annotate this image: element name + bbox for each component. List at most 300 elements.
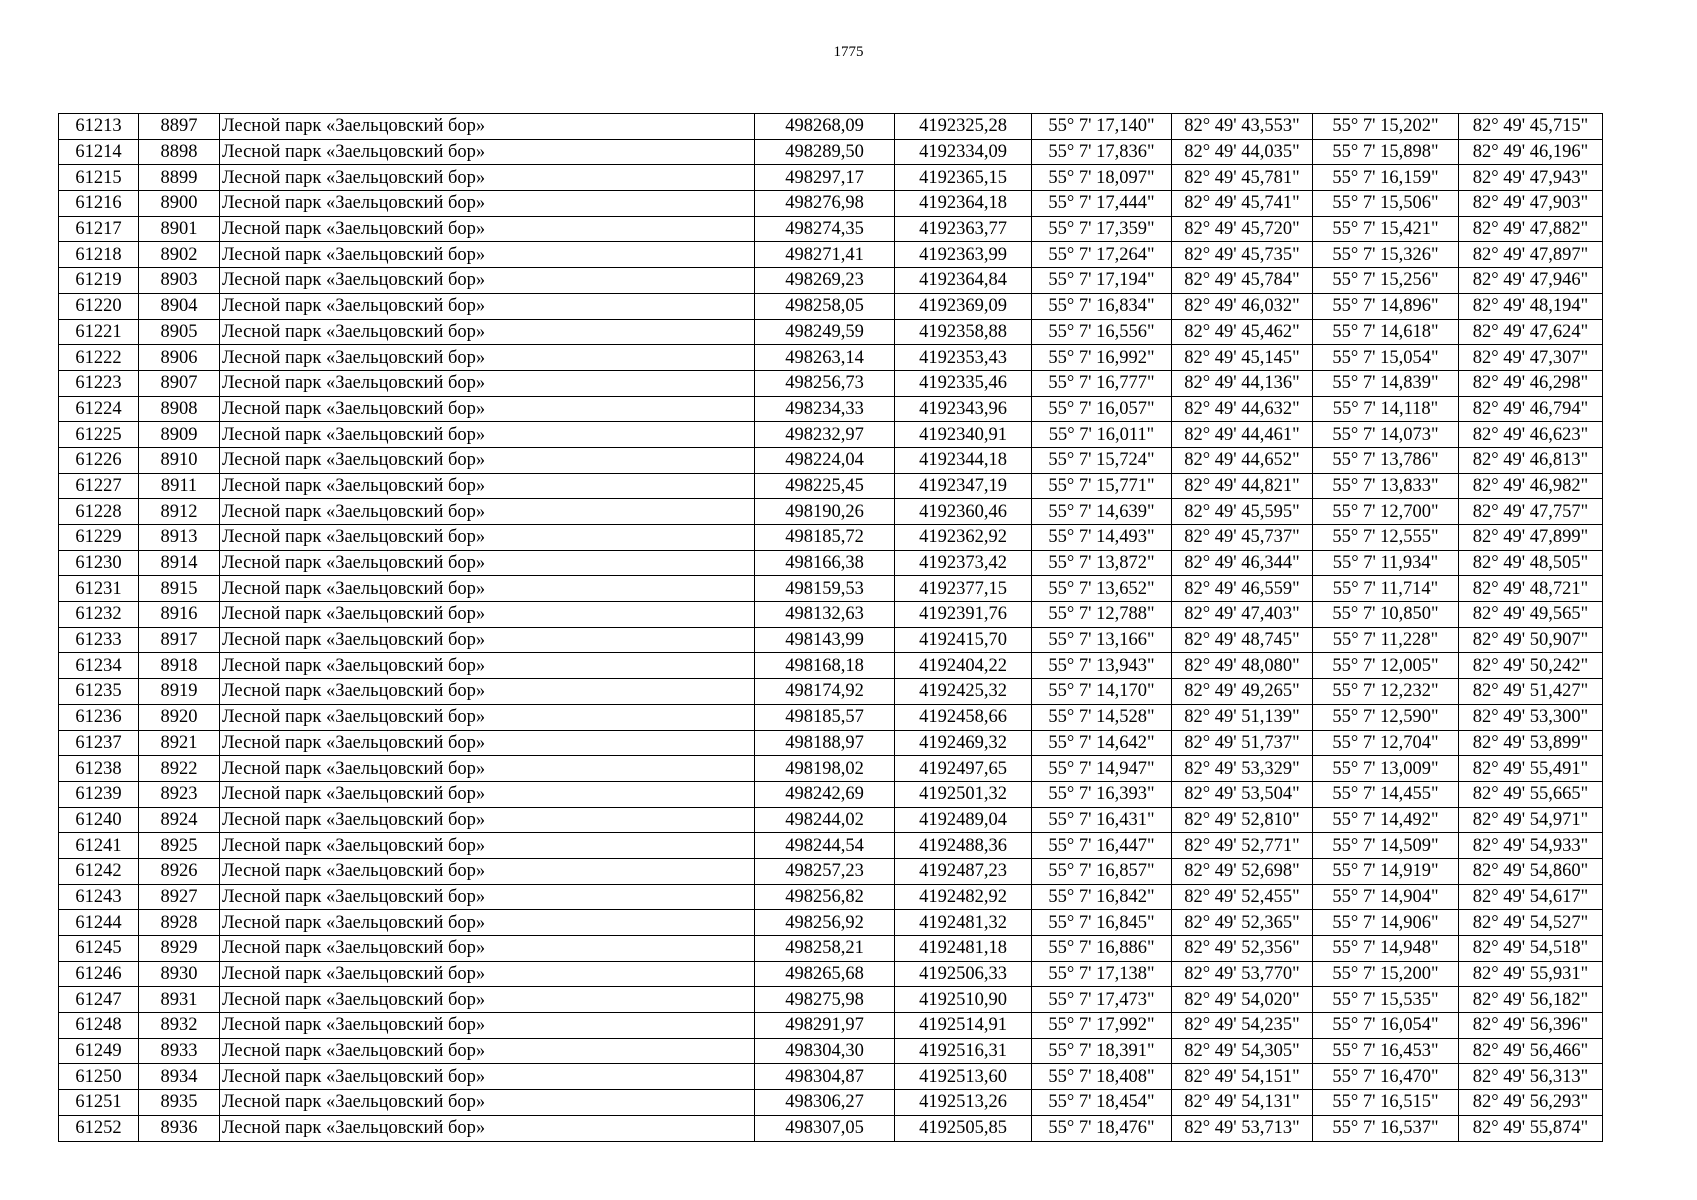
cell-x-coordinate: 498249,59 <box>755 319 895 345</box>
cell-lat-1: 55° 7' 16,057" <box>1032 396 1172 422</box>
cell-lat-2: 55° 7' 11,934" <box>1313 550 1459 576</box>
cell-name: Лесной парк «Заельцовский бор» <box>220 422 755 448</box>
cell-x-coordinate: 498256,73 <box>755 370 895 396</box>
cell-name: Лесной парк «Заельцовский бор» <box>220 499 755 525</box>
cell-name: Лесной парк «Заельцовский бор» <box>220 139 755 165</box>
cell-x-coordinate: 498174,92 <box>755 679 895 705</box>
cell-y-coordinate: 4192343,96 <box>895 396 1032 422</box>
cell-lon-2: 82° 49' 56,293" <box>1459 1090 1603 1116</box>
cell-lon-1: 82° 49' 53,329" <box>1172 756 1313 782</box>
cell-name: Лесной парк «Заельцовский бор» <box>220 858 755 884</box>
cell-lat-1: 55° 7' 16,842" <box>1032 884 1172 910</box>
cell-point-id: 61225 <box>59 422 139 448</box>
cell-lat-2: 55° 7' 12,704" <box>1313 730 1459 756</box>
cell-y-coordinate: 4192510,90 <box>895 987 1032 1013</box>
cell-y-coordinate: 4192425,32 <box>895 679 1032 705</box>
table-row <box>59 499 1603 525</box>
cell-x-coordinate: 498256,82 <box>755 884 895 910</box>
cell-lat-2: 55° 7' 14,118" <box>1313 396 1459 422</box>
cell-lon-2: 82° 49' 51,427" <box>1459 679 1603 705</box>
table-row <box>59 345 1603 371</box>
table-row <box>59 627 1603 653</box>
table-row <box>59 961 1603 987</box>
cell-boundary-point: 8922 <box>139 756 220 782</box>
cell-lon-1: 82° 49' 52,455" <box>1172 884 1313 910</box>
cell-name: Лесной парк «Заельцовский бор» <box>220 807 755 833</box>
cell-name: Лесной парк «Заельцовский бор» <box>220 473 755 499</box>
cell-point-id: 61233 <box>59 627 139 653</box>
cell-boundary-point: 8931 <box>139 987 220 1013</box>
table-row <box>59 216 1603 242</box>
cell-point-id: 61223 <box>59 370 139 396</box>
cell-x-coordinate: 498185,72 <box>755 525 895 551</box>
table-body <box>59 114 1603 1142</box>
cell-lon-1: 82° 49' 53,504" <box>1172 781 1313 807</box>
cell-lon-2: 82° 49' 47,903" <box>1459 191 1603 217</box>
cell-boundary-point: 8909 <box>139 422 220 448</box>
cell-lat-1: 55° 7' 14,170" <box>1032 679 1172 705</box>
cell-point-id: 61238 <box>59 756 139 782</box>
cell-y-coordinate: 4192516,31 <box>895 1038 1032 1064</box>
cell-lat-1: 55° 7' 17,473" <box>1032 987 1172 1013</box>
cell-lat-2: 55° 7' 12,232" <box>1313 679 1459 705</box>
cell-point-id: 61251 <box>59 1090 139 1116</box>
cell-lon-1: 82° 49' 52,698" <box>1172 858 1313 884</box>
cell-y-coordinate: 4192513,26 <box>895 1090 1032 1116</box>
cell-name: Лесной парк «Заельцовский бор» <box>220 114 755 140</box>
cell-point-id: 61232 <box>59 602 139 628</box>
cell-point-id: 61241 <box>59 833 139 859</box>
cell-boundary-point: 8929 <box>139 936 220 962</box>
cell-lon-2: 82° 49' 55,874" <box>1459 1115 1603 1141</box>
cell-lon-1: 82° 49' 51,139" <box>1172 704 1313 730</box>
table-row <box>59 1115 1603 1141</box>
cell-lon-2: 82° 49' 54,933" <box>1459 833 1603 859</box>
cell-lat-1: 55° 7' 18,454" <box>1032 1090 1172 1116</box>
cell-x-coordinate: 498198,02 <box>755 756 895 782</box>
cell-y-coordinate: 4192347,19 <box>895 473 1032 499</box>
cell-x-coordinate: 498263,14 <box>755 345 895 371</box>
cell-name: Лесной парк «Заельцовский бор» <box>220 987 755 1013</box>
cell-lon-2: 82° 49' 46,794" <box>1459 396 1603 422</box>
cell-boundary-point: 8917 <box>139 627 220 653</box>
table-row <box>59 1013 1603 1039</box>
cell-boundary-point: 8905 <box>139 319 220 345</box>
cell-y-coordinate: 4192404,22 <box>895 653 1032 679</box>
cell-lon-2: 82° 49' 46,982" <box>1459 473 1603 499</box>
table-row <box>59 550 1603 576</box>
cell-y-coordinate: 4192360,46 <box>895 499 1032 525</box>
cell-name: Лесной парк «Заельцовский бор» <box>220 576 755 602</box>
cell-lat-2: 55° 7' 12,555" <box>1313 525 1459 551</box>
cell-x-coordinate: 498232,97 <box>755 422 895 448</box>
cell-point-id: 61213 <box>59 114 139 140</box>
cell-lon-2: 82° 49' 50,242" <box>1459 653 1603 679</box>
cell-lat-1: 55° 7' 17,359" <box>1032 216 1172 242</box>
cell-lon-2: 82° 49' 47,899" <box>1459 525 1603 551</box>
cell-boundary-point: 8933 <box>139 1038 220 1064</box>
cell-lon-1: 82° 49' 44,136" <box>1172 370 1313 396</box>
cell-y-coordinate: 4192363,99 <box>895 242 1032 268</box>
cell-x-coordinate: 498291,97 <box>755 1013 895 1039</box>
cell-lat-1: 55° 7' 14,947" <box>1032 756 1172 782</box>
cell-lon-1: 82° 49' 54,305" <box>1172 1038 1313 1064</box>
cell-lat-2: 55° 7' 12,590" <box>1313 704 1459 730</box>
cell-lon-1: 82° 49' 47,403" <box>1172 602 1313 628</box>
cell-lon-1: 82° 49' 54,131" <box>1172 1090 1313 1116</box>
cell-lat-1: 55° 7' 17,264" <box>1032 242 1172 268</box>
table-row <box>59 884 1603 910</box>
cell-lon-2: 82° 49' 53,300" <box>1459 704 1603 730</box>
cell-y-coordinate: 4192482,92 <box>895 884 1032 910</box>
cell-lat-1: 55° 7' 18,097" <box>1032 165 1172 191</box>
table-row <box>59 422 1603 448</box>
cell-y-coordinate: 4192377,15 <box>895 576 1032 602</box>
cell-name: Лесной парк «Заельцовский бор» <box>220 679 755 705</box>
table-row <box>59 396 1603 422</box>
cell-name: Лесной парк «Заельцовский бор» <box>220 396 755 422</box>
cell-lat-2: 55° 7' 14,073" <box>1313 422 1459 448</box>
cell-lon-2: 82° 49' 47,307" <box>1459 345 1603 371</box>
cell-name: Лесной парк «Заельцовский бор» <box>220 319 755 345</box>
cell-boundary-point: 8899 <box>139 165 220 191</box>
cell-point-id: 61242 <box>59 858 139 884</box>
cell-x-coordinate: 498256,92 <box>755 910 895 936</box>
cell-boundary-point: 8927 <box>139 884 220 910</box>
table-row <box>59 525 1603 551</box>
cell-name: Лесной парк «Заельцовский бор» <box>220 884 755 910</box>
cell-lon-1: 82° 49' 54,151" <box>1172 1064 1313 1090</box>
cell-x-coordinate: 498244,02 <box>755 807 895 833</box>
cell-boundary-point: 8926 <box>139 858 220 884</box>
cell-lat-1: 55° 7' 16,011" <box>1032 422 1172 448</box>
table-row <box>59 910 1603 936</box>
cell-boundary-point: 8920 <box>139 704 220 730</box>
cell-x-coordinate: 498275,98 <box>755 987 895 1013</box>
cell-lat-2: 55° 7' 15,506" <box>1313 191 1459 217</box>
table-row <box>59 370 1603 396</box>
cell-point-id: 61221 <box>59 319 139 345</box>
cell-name: Лесной парк «Заельцовский бор» <box>220 1090 755 1116</box>
cell-name: Лесной парк «Заельцовский бор» <box>220 653 755 679</box>
cell-x-coordinate: 498190,26 <box>755 499 895 525</box>
cell-lon-1: 82° 49' 45,741" <box>1172 191 1313 217</box>
table-row <box>59 473 1603 499</box>
cell-point-id: 61227 <box>59 473 139 499</box>
cell-lat-1: 55° 7' 17,444" <box>1032 191 1172 217</box>
cell-point-id: 61239 <box>59 781 139 807</box>
cell-point-id: 61237 <box>59 730 139 756</box>
table-row <box>59 858 1603 884</box>
cell-y-coordinate: 4192373,42 <box>895 550 1032 576</box>
cell-point-id: 61230 <box>59 550 139 576</box>
cell-point-id: 61249 <box>59 1038 139 1064</box>
cell-y-coordinate: 4192340,91 <box>895 422 1032 448</box>
cell-lon-1: 82° 49' 45,595" <box>1172 499 1313 525</box>
cell-lat-1: 55° 7' 13,652" <box>1032 576 1172 602</box>
cell-x-coordinate: 498274,35 <box>755 216 895 242</box>
cell-y-coordinate: 4192363,77 <box>895 216 1032 242</box>
cell-x-coordinate: 498258,21 <box>755 936 895 962</box>
table-row <box>59 165 1603 191</box>
cell-lat-2: 55° 7' 13,833" <box>1313 473 1459 499</box>
table-row <box>59 679 1603 705</box>
cell-lat-1: 55° 7' 15,724" <box>1032 447 1172 473</box>
table-row <box>59 293 1603 319</box>
cell-point-id: 61236 <box>59 704 139 730</box>
cell-boundary-point: 8911 <box>139 473 220 499</box>
cell-lat-2: 55° 7' 14,618" <box>1313 319 1459 345</box>
cell-lat-2: 55° 7' 14,492" <box>1313 807 1459 833</box>
cell-lon-2: 82° 49' 50,907" <box>1459 627 1603 653</box>
cell-y-coordinate: 4192335,46 <box>895 370 1032 396</box>
cell-boundary-point: 8918 <box>139 653 220 679</box>
cell-y-coordinate: 4192325,28 <box>895 114 1032 140</box>
cell-point-id: 61248 <box>59 1013 139 1039</box>
cell-y-coordinate: 4192497,65 <box>895 756 1032 782</box>
cell-lon-2: 82° 49' 47,624" <box>1459 319 1603 345</box>
cell-lat-1: 55° 7' 17,138" <box>1032 961 1172 987</box>
cell-lat-1: 55° 7' 16,992" <box>1032 345 1172 371</box>
cell-lon-2: 82° 49' 55,665" <box>1459 781 1603 807</box>
cell-lat-1: 55° 7' 16,777" <box>1032 370 1172 396</box>
cell-y-coordinate: 4192415,70 <box>895 627 1032 653</box>
cell-lat-2: 55° 7' 12,700" <box>1313 499 1459 525</box>
cell-x-coordinate: 498258,05 <box>755 293 895 319</box>
cell-point-id: 61215 <box>59 165 139 191</box>
cell-lat-2: 55° 7' 15,202" <box>1313 114 1459 140</box>
cell-lat-2: 55° 7' 16,453" <box>1313 1038 1459 1064</box>
cell-y-coordinate: 4192358,88 <box>895 319 1032 345</box>
cell-lat-2: 55° 7' 13,786" <box>1313 447 1459 473</box>
cell-y-coordinate: 4192505,85 <box>895 1115 1032 1141</box>
cell-lon-2: 82° 49' 55,931" <box>1459 961 1603 987</box>
cell-name: Лесной парк «Заельцовский бор» <box>220 525 755 551</box>
cell-x-coordinate: 498297,17 <box>755 165 895 191</box>
cell-point-id: 61250 <box>59 1064 139 1090</box>
cell-name: Лесной парк «Заельцовский бор» <box>220 961 755 987</box>
cell-lon-2: 82° 49' 54,971" <box>1459 807 1603 833</box>
cell-boundary-point: 8903 <box>139 268 220 294</box>
cell-lon-2: 82° 49' 54,860" <box>1459 858 1603 884</box>
table-row <box>59 807 1603 833</box>
cell-lon-2: 82° 49' 54,518" <box>1459 936 1603 962</box>
cell-name: Лесной парк «Заельцовский бор» <box>220 268 755 294</box>
cell-lon-1: 82° 49' 46,559" <box>1172 576 1313 602</box>
table-row <box>59 936 1603 962</box>
coordinates-table <box>58 113 1603 1142</box>
table-row <box>59 576 1603 602</box>
cell-point-id: 61246 <box>59 961 139 987</box>
cell-lon-1: 82° 49' 45,737" <box>1172 525 1313 551</box>
cell-lon-2: 82° 49' 48,194" <box>1459 293 1603 319</box>
cell-point-id: 61243 <box>59 884 139 910</box>
cell-lat-2: 55° 7' 15,535" <box>1313 987 1459 1013</box>
cell-lon-2: 82° 49' 46,298" <box>1459 370 1603 396</box>
cell-lon-1: 82° 49' 44,821" <box>1172 473 1313 499</box>
cell-lon-2: 82° 49' 54,527" <box>1459 910 1603 936</box>
cell-x-coordinate: 498188,97 <box>755 730 895 756</box>
cell-boundary-point: 8934 <box>139 1064 220 1090</box>
cell-lat-2: 55° 7' 14,919" <box>1313 858 1459 884</box>
cell-x-coordinate: 498244,54 <box>755 833 895 859</box>
cell-x-coordinate: 498289,50 <box>755 139 895 165</box>
cell-y-coordinate: 4192481,18 <box>895 936 1032 962</box>
table-row <box>59 602 1603 628</box>
cell-lat-2: 55° 7' 16,470" <box>1313 1064 1459 1090</box>
cell-boundary-point: 8916 <box>139 602 220 628</box>
cell-point-id: 61229 <box>59 525 139 551</box>
cell-lat-2: 55° 7' 15,326" <box>1313 242 1459 268</box>
cell-lat-2: 55° 7' 15,200" <box>1313 961 1459 987</box>
cell-point-id: 61220 <box>59 293 139 319</box>
cell-point-id: 61214 <box>59 139 139 165</box>
cell-y-coordinate: 4192469,32 <box>895 730 1032 756</box>
cell-lat-1: 55° 7' 16,556" <box>1032 319 1172 345</box>
cell-name: Лесной парк «Заельцовский бор» <box>220 447 755 473</box>
cell-lat-1: 55° 7' 13,166" <box>1032 627 1172 653</box>
cell-point-id: 61247 <box>59 987 139 1013</box>
cell-boundary-point: 8932 <box>139 1013 220 1039</box>
cell-lon-1: 82° 49' 45,145" <box>1172 345 1313 371</box>
cell-y-coordinate: 4192506,33 <box>895 961 1032 987</box>
cell-point-id: 61235 <box>59 679 139 705</box>
cell-point-id: 61244 <box>59 910 139 936</box>
cell-point-id: 61216 <box>59 191 139 217</box>
cell-lon-2: 82° 49' 53,899" <box>1459 730 1603 756</box>
cell-lat-1: 55° 7' 13,872" <box>1032 550 1172 576</box>
cell-boundary-point: 8908 <box>139 396 220 422</box>
cell-point-id: 61224 <box>59 396 139 422</box>
cell-y-coordinate: 4192489,04 <box>895 807 1032 833</box>
page-number: 1775 <box>833 44 864 60</box>
cell-lat-2: 55° 7' 15,898" <box>1313 139 1459 165</box>
cell-lat-1: 55° 7' 16,857" <box>1032 858 1172 884</box>
cell-boundary-point: 8898 <box>139 139 220 165</box>
cell-lat-1: 55° 7' 17,992" <box>1032 1013 1172 1039</box>
cell-lon-2: 82° 49' 56,313" <box>1459 1064 1603 1090</box>
table-row <box>59 756 1603 782</box>
cell-x-coordinate: 498306,27 <box>755 1090 895 1116</box>
cell-lat-1: 55° 7' 14,639" <box>1032 499 1172 525</box>
cell-x-coordinate: 498185,57 <box>755 704 895 730</box>
cell-lat-1: 55° 7' 16,845" <box>1032 910 1172 936</box>
cell-point-id: 61245 <box>59 936 139 962</box>
cell-lat-1: 55° 7' 16,886" <box>1032 936 1172 962</box>
cell-name: Лесной парк «Заельцовский бор» <box>220 602 755 628</box>
cell-y-coordinate: 4192487,23 <box>895 858 1032 884</box>
cell-y-coordinate: 4192369,09 <box>895 293 1032 319</box>
cell-y-coordinate: 4192458,66 <box>895 704 1032 730</box>
cell-name: Лесной парк «Заельцовский бор» <box>220 1013 755 1039</box>
cell-x-coordinate: 498271,41 <box>755 242 895 268</box>
cell-boundary-point: 8897 <box>139 114 220 140</box>
cell-x-coordinate: 498276,98 <box>755 191 895 217</box>
table-row <box>59 268 1603 294</box>
table-row <box>59 653 1603 679</box>
cell-point-id: 61231 <box>59 576 139 602</box>
cell-x-coordinate: 498166,38 <box>755 550 895 576</box>
cell-lon-1: 82° 49' 46,032" <box>1172 293 1313 319</box>
cell-x-coordinate: 498242,69 <box>755 781 895 807</box>
cell-name: Лесной парк «Заельцовский бор» <box>220 550 755 576</box>
cell-lat-2: 55° 7' 16,537" <box>1313 1115 1459 1141</box>
cell-lat-1: 55° 7' 13,943" <box>1032 653 1172 679</box>
cell-boundary-point: 8913 <box>139 525 220 551</box>
cell-name: Лесной парк «Заельцовский бор» <box>220 910 755 936</box>
cell-name: Лесной парк «Заельцовский бор» <box>220 756 755 782</box>
cell-lat-2: 55° 7' 10,850" <box>1313 602 1459 628</box>
cell-lon-2: 82° 49' 48,505" <box>1459 550 1603 576</box>
cell-boundary-point: 8907 <box>139 370 220 396</box>
cell-lat-1: 55° 7' 18,391" <box>1032 1038 1172 1064</box>
cell-y-coordinate: 4192364,84 <box>895 268 1032 294</box>
cell-x-coordinate: 498143,99 <box>755 627 895 653</box>
cell-lon-2: 82° 49' 46,623" <box>1459 422 1603 448</box>
cell-name: Лесной парк «Заельцовский бор» <box>220 627 755 653</box>
cell-point-id: 61217 <box>59 216 139 242</box>
cell-lat-1: 55° 7' 14,528" <box>1032 704 1172 730</box>
cell-lon-2: 82° 49' 55,491" <box>1459 756 1603 782</box>
cell-lat-2: 55° 7' 14,509" <box>1313 833 1459 859</box>
cell-lon-1: 82° 49' 54,235" <box>1172 1013 1313 1039</box>
cell-lon-2: 82° 49' 47,897" <box>1459 242 1603 268</box>
cell-lat-1: 55° 7' 17,836" <box>1032 139 1172 165</box>
cell-lat-1: 55° 7' 16,431" <box>1032 807 1172 833</box>
cell-y-coordinate: 4192488,36 <box>895 833 1032 859</box>
cell-y-coordinate: 4192501,32 <box>895 781 1032 807</box>
cell-point-id: 61226 <box>59 447 139 473</box>
cell-lon-2: 82° 49' 46,196" <box>1459 139 1603 165</box>
cell-name: Лесной парк «Заельцовский бор» <box>220 730 755 756</box>
cell-lat-1: 55° 7' 14,493" <box>1032 525 1172 551</box>
cell-x-coordinate: 498265,68 <box>755 961 895 987</box>
cell-boundary-point: 8904 <box>139 293 220 319</box>
cell-boundary-point: 8921 <box>139 730 220 756</box>
cell-lon-1: 82° 49' 45,784" <box>1172 268 1313 294</box>
cell-lat-1: 55° 7' 15,771" <box>1032 473 1172 499</box>
cell-lon-2: 82° 49' 47,757" <box>1459 499 1603 525</box>
cell-lon-2: 82° 49' 56,396" <box>1459 1013 1603 1039</box>
cell-lat-2: 55° 7' 16,054" <box>1313 1013 1459 1039</box>
cell-lon-1: 82° 49' 44,461" <box>1172 422 1313 448</box>
cell-lon-1: 82° 49' 44,632" <box>1172 396 1313 422</box>
cell-x-coordinate: 498304,30 <box>755 1038 895 1064</box>
cell-lat-2: 55° 7' 15,054" <box>1313 345 1459 371</box>
cell-lon-1: 82° 49' 52,771" <box>1172 833 1313 859</box>
cell-y-coordinate: 4192362,92 <box>895 525 1032 551</box>
cell-lon-2: 82° 49' 47,943" <box>1459 165 1603 191</box>
cell-lat-1: 55° 7' 12,788" <box>1032 602 1172 628</box>
cell-point-id: 61219 <box>59 268 139 294</box>
cell-lon-1: 82° 49' 52,365" <box>1172 910 1313 936</box>
cell-name: Лесной парк «Заельцовский бор» <box>220 781 755 807</box>
table-row <box>59 114 1603 140</box>
cell-lat-2: 55° 7' 13,009" <box>1313 756 1459 782</box>
cell-lon-1: 82° 49' 54,020" <box>1172 987 1313 1013</box>
cell-y-coordinate: 4192344,18 <box>895 447 1032 473</box>
cell-point-id: 61234 <box>59 653 139 679</box>
cell-lat-2: 55° 7' 15,421" <box>1313 216 1459 242</box>
cell-lat-2: 55° 7' 14,904" <box>1313 884 1459 910</box>
cell-lat-2: 55° 7' 11,228" <box>1313 627 1459 653</box>
cell-name: Лесной парк «Заельцовский бор» <box>220 1038 755 1064</box>
cell-name: Лесной парк «Заельцовский бор» <box>220 704 755 730</box>
cell-name: Лесной парк «Заельцовский бор» <box>220 191 755 217</box>
cell-x-coordinate: 498257,23 <box>755 858 895 884</box>
table-row <box>59 319 1603 345</box>
cell-lat-1: 55° 7' 16,393" <box>1032 781 1172 807</box>
